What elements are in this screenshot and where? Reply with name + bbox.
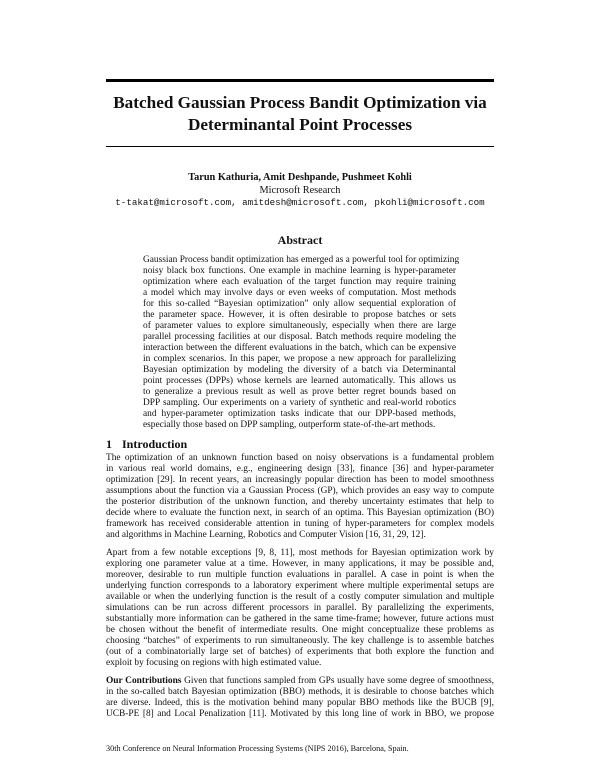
paragraph-line: in various real world domains, e.g., engineering design [33], finance [36] and hyper-parameter	[106, 464, 494, 474]
conference-footer: 30th Conference on Neural Information Processing Systems (NIPS 2016), Barcelona, Spain.	[106, 744, 409, 753]
section-heading-introduction	[106, 437, 187, 451]
affiliation: Microsoft Research	[259, 185, 341, 196]
section-title: Introduction	[122, 437, 188, 451]
author-emails: t-takat@microsoft.com, amitdesh@microsoft.com, pkohli@microsoft.com	[115, 197, 485, 208]
abstract-line: point processes (DPPs) whose kernels are learned automatically. This allows us	[143, 376, 456, 386]
paragraph-line: and algorithms in Machine Learning, Robotics and Computer Vision [16, 31, 29, 12].	[106, 530, 426, 540]
paragraph-line: exploring one parameter value at a time. However, in many applications, it may be possible and,	[106, 559, 494, 569]
paragraph-runin-heading: Our Contributions	[106, 676, 182, 686]
paragraph-line: assumptions about the function via a Gaussian Process (GP), which provides an easy way to compute	[106, 486, 494, 496]
paragraph-line: exploit by focusing on regions with high estimated value.	[106, 658, 322, 668]
abstract-line: parallel processing facilities at our disposal. Batch methods require modeling the	[143, 332, 456, 342]
paragraph-line: are diverse. Indeed, this is the motivation behind many popular BBO methods like the BUCB [9],	[106, 698, 494, 708]
title-bottom-rule	[106, 146, 494, 147]
paragraph-line: in the so-called batch Bayesian optimization (BBO) methods, it is desirable to choose batches which	[106, 687, 494, 697]
abstract-line: of parameter values to explore simultaneously, especially when there are large	[143, 321, 456, 331]
abstract-line: for this so-called “Bayesian optimization” only allow sequential exploration of	[143, 299, 456, 309]
paragraph-line: choosing “batches” of experiments to run simultaneously. The key challenge is to assemble batches	[106, 636, 494, 646]
paragraph-line: framework has received considerable attention in tuning of hyper-parameters for complex models	[106, 519, 494, 529]
title-line: Determinantal Point Processes	[187, 115, 413, 134]
paragraph-line: Apart from a few notable exceptions [9, 8, 11], most methods for Bayesian optimization work by	[106, 548, 494, 558]
abstract-line: the parameter space. However, it is often desirable to propose batches or sets	[143, 310, 456, 320]
abstract-line: DPP sampling. Our experiments on a variety of synthetic and real-world robotics	[143, 398, 456, 408]
paragraph-line: moreover, desirable to run multiple function evaluations in parallel. A case in point is when the	[106, 570, 494, 580]
title-top-rule	[106, 79, 494, 82]
paper-title	[90, 92, 510, 136]
paragraph-line: UCB-PE [8] and Local Penalization [11]. Motivated by this long line of work in BBO, we propose	[106, 709, 494, 719]
author-list: Tarun Kathuria, Amit Deshpande, Pushmeet Kohli	[188, 172, 412, 183]
paragraph-line-text: Given that functions sampled from GPs usually have some degree of smoothness,	[181, 676, 495, 686]
abstract-line: and hyper-parameter optimization tasks indicate that our DPP-based methods,	[143, 409, 456, 419]
abstract-heading: Abstract	[277, 233, 323, 247]
paragraph-line: decide where to evaluate the function next, in search of an optima. This Bayesian optimization (BO)	[106, 508, 494, 518]
paragraph-line: simulations can be run across different processors in parallel. By parallelizing the experiments,	[106, 603, 494, 613]
paragraph-line: the posterior distribution of the unknown function, and thereby uncertainty estimates that help to	[106, 497, 494, 507]
paragraph-line: The optimization of an unknown function based on noisy observations is a fundamental problem	[106, 453, 494, 463]
paragraph-line: be chosen without the benefit of intermediate results. One might conceptualize these problems as	[106, 625, 494, 635]
paragraph-line: optimization [29]. In recent years, an increasingly popular direction has been to model smoothness	[106, 475, 494, 485]
abstract-line: interaction between the different evaluations in the batch, which can be expensive	[143, 343, 456, 353]
abstract-line: Bayesian optimization by modeling the diversity of a batch via Determinantal	[143, 365, 456, 375]
section-number: 1	[106, 437, 112, 451]
abstract-line: noisy black box functions. One example in machine learning is hyper-parameter	[143, 266, 456, 276]
paragraph-line: available or when the underlying function is the result of a costly computer simulation and multiple	[106, 592, 494, 602]
abstract-line: to generalize a previous result as well as prove better regret bounds based on	[143, 387, 456, 397]
paragraph-line: substantially more information can be gathered in the same time-frame; however, future actions must	[106, 614, 494, 624]
abstract-line: optimization where each evaluation of the target function may require training	[143, 277, 456, 287]
paragraph-line	[106, 676, 494, 687]
abstract-line: a model which may involve days or even weeks of computation. Most methods	[143, 288, 456, 298]
paragraph-line: (out of a combinatorially large set of batches) of experiments that both explore the function and	[106, 647, 494, 657]
paragraph-line: underlying function corresponds to a laboratory experiment where multiple experimental setups are	[106, 581, 494, 591]
title-line: Batched Gaussian Process Bandit Optimization via	[113, 93, 487, 112]
abstract-line: especially those based on DPP sampling, outperform state-of-the-art methods.	[143, 420, 436, 430]
abstract-line: in complex scenarios. In this paper, we propose a new approach for parallelizing	[143, 354, 456, 364]
abstract-line: Gaussian Process bandit optimization has emerged as a powerful tool for optimizing	[143, 255, 460, 265]
